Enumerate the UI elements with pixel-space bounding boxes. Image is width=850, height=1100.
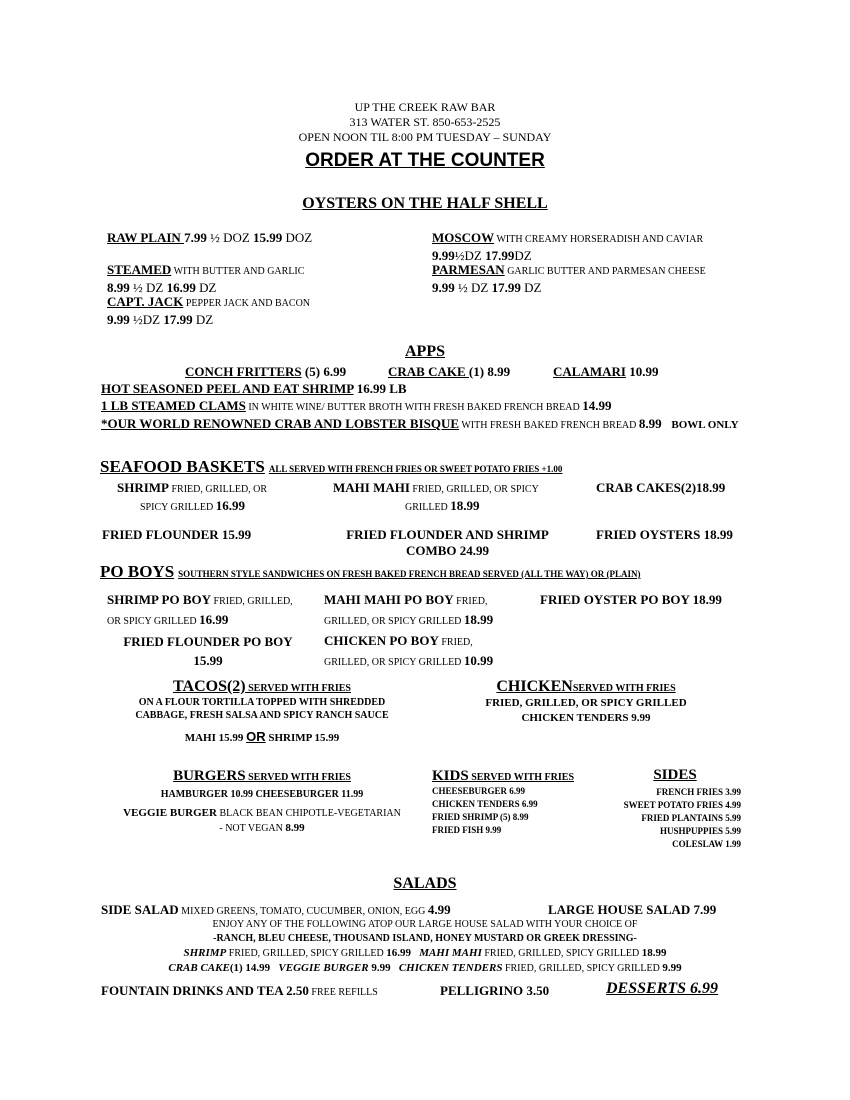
app-peel-eat-shrimp: HOT SEASONED PEEL AND EAT SHRIMP 16.99 LB: [101, 381, 407, 396]
poboy-shrimp: SHRIMP PO BOY FRIED, GRILLED, OR SPICY GRILLED 16.99: [107, 592, 293, 627]
side-item: FRIED PLANTAINS 5.99: [641, 813, 741, 823]
salad-dressings: -RANCH, BLEU CHEESE, THOUSAND ISLAND, HONEY MUSTARD OR GREEK DRESSING-: [213, 933, 637, 944]
oysters-title: OYSTERS ON THE HALF SHELL: [302, 195, 548, 212]
poboy-mahi: MAHI MAHI PO BOY FRIED, GRILLED, OR SPICY GRILLED 18.99: [324, 592, 494, 627]
app-crab-cake: CRAB CAKE (1) 8.99: [388, 364, 511, 379]
pelligrino: PELLIGRINO 3.50: [440, 983, 550, 998]
basket-fried-oysters: FRIED OYSTERS 18.99: [596, 527, 733, 542]
restaurant-header: [0, 100, 850, 145]
tacos-section: TACOS(2) SERVED WITH FRIES ON A FLOUR TORTILLA TOPPED WITH SHREDDED CABBAGE, FRESH SALSA AND SPICY RANCH SAUCE MAHI 15.99 OR SHRIMP 15.99: [135, 678, 389, 744]
poboys-title: PO BOYS: [100, 562, 175, 581]
burgers-section: BURGERS SERVED WITH FRIES HAMBURGER 10.99 CHEESEBURGER 11.99 VEGGIE BURGER BLACK BEAN CHIPOTLE-VEGETARIAN - NOT VEGAN 8.99: [123, 768, 401, 834]
app-steamed-clams: 1 LB STEAMED CLAMS IN WHITE WINE/ BUTTER BROTH WITH FRESH BAKED FRENCH BREAD 14.99: [101, 398, 612, 413]
poboy-fried-oyster: FRIED OYSTER PO BOY 18.99: [540, 592, 722, 607]
salads-title: SALADS: [393, 875, 457, 892]
oyster-steamed: STEAMED WITH BUTTER AND GARLIC 8.99 ½ DZ 16.99 DZ: [107, 262, 305, 295]
app-bisque: *OUR WORLD RENOWNED CRAB AND LOBSTER BISQUE WITH FRESH BAKED FRENCH BREAD 8.99 BOWL ONLY: [101, 416, 739, 431]
desserts: DESSERTS 6.99: [606, 980, 719, 997]
salad-toppings-line2: CRAB CAKE(1) 14.99 VEGGIE BURGER 9.99 CHICKEN TENDERS FRIED, GRILLED, SPICY GRILLED 9.99: [168, 962, 682, 974]
app-conch-fritters: CONCH FRITTERS (5) 6.99: [185, 364, 347, 379]
drinks: FOUNTAIN DRINKS AND TEA 2.50 FREE REFILLS: [101, 983, 378, 998]
basket-flounder-shrimp: FRIED FLOUNDER AND SHRIMP COMBO 24.99: [346, 527, 549, 558]
poboy-chicken: CHICKEN PO BOY FRIED, GRILLED, OR SPICY GRILLED 10.99: [324, 633, 494, 668]
oyster-parmesan: PARMESAN GARLIC BUTTER AND PARMESAN CHEESE 9.99 ½ DZ 17.99 DZ: [432, 262, 706, 295]
sides-title: SIDES: [653, 767, 697, 783]
salad-side: SIDE SALAD MIXED GREENS, TOMATO, CUCUMBER, ONION, EGG 4.99: [101, 902, 451, 917]
order-note: ORDER AT THE COUNTER: [305, 150, 545, 171]
kids-item: FRIED FISH 9.99: [432, 825, 502, 835]
side-item: SWEET POTATO FRIES 4.99: [623, 800, 741, 810]
restaurant-address: 313 WATER ST. 850-653-2525: [349, 115, 501, 129]
kids-item: CHEESEBURGER 6.99: [432, 786, 526, 796]
salad-large-house: LARGE HOUSE SALAD 7.99: [548, 902, 717, 917]
baskets-subtitle: ALL SERVED WITH FRENCH FRIES OR SWEET POTATO FRIES +1.00: [268, 464, 563, 474]
restaurant-hours: OPEN NOON TIL 8:00 PM TUESDAY – SUNDAY: [298, 130, 552, 144]
salad-enjoy-note: ENJOY ANY OF THE FOLLOWING ATOP OUR LARGE HOUSE SALAD WITH YOUR CHOICE OF: [212, 919, 638, 930]
tacos-title: TACOS(2): [173, 678, 246, 695]
poboys-subtitle: SOUTHERN STYLE SANDWICHES ON FRESH BAKED FRENCH BREAD SERVED (ALL THE WAY) OR (PLAIN): [178, 569, 641, 579]
oyster-raw-plain: RAW PLAIN 7.99 ½ DOZ 15.99 DOZ: [107, 230, 313, 245]
salad-toppings-line1: SHRIMP FRIED, GRILLED, SPICY GRILLED 16.99 MAHI MAHI FRIED, GRILLED, SPICY GRILLED 18.99: [183, 947, 667, 959]
sides-list: [560, 786, 741, 851]
side-item: COLESLAW 1.99: [672, 839, 741, 849]
apps-title: APPS: [405, 343, 445, 360]
side-item: FRENCH FRIES 3.99: [656, 787, 741, 797]
kids-item: CHICKEN TENDERS 6.99: [432, 799, 538, 809]
chicken-section: CHICKENSERVED WITH FRIES FRIED, GRILLED, OR SPICY GRILLED CHICKEN TENDERS 9.99: [485, 678, 687, 724]
kids-title: KIDS: [432, 768, 469, 784]
kids-item: FRIED SHRIMP (5) 8.99: [432, 812, 529, 822]
oyster-moscow: MOSCOW WITH CREAMY HORSERADISH AND CAVIAR 9.99½DZ 17.99DZ: [432, 230, 704, 263]
baskets-title: SEAFOOD BASKETS: [100, 457, 265, 476]
baskets-heading: [100, 457, 562, 477]
chicken-title: CHICKEN: [496, 678, 573, 695]
oyster-name: RAW PLAIN: [107, 230, 185, 245]
poboy-flounder: FRIED FLOUNDER PO BOY 15.99: [123, 634, 293, 668]
kids-section: KIDS SERVED WITH FRIES CHEESEBURGER 6.99 CHICKEN TENDERS 6.99 FRIED SHRIMP (5) 8.99 FRIED FISH 9.99: [432, 768, 575, 835]
app-calamari: CALAMARI 10.99: [553, 364, 659, 379]
poboys-heading: [100, 562, 641, 582]
basket-crab-cakes: CRAB CAKES(2)18.99: [596, 480, 726, 495]
oyster-capt-jack: CAPT. JACK PEPPER JACK AND BACON 9.99 ½DZ 17.99 DZ: [107, 294, 311, 327]
basket-mahi: MAHI MAHI FRIED, GRILLED, OR SPICY GRILLED 18.99: [333, 480, 539, 513]
basket-flounder: FRIED FLOUNDER 15.99: [102, 527, 252, 542]
burgers-title: BURGERS: [173, 768, 246, 784]
side-item: HUSHPUPPIES 5.99: [659, 826, 741, 836]
restaurant-name: UP THE CREEK RAW BAR: [354, 100, 496, 114]
basket-shrimp: SHRIMP FRIED, GRILLED, OR SPICY GRILLED 16.99: [117, 480, 268, 513]
